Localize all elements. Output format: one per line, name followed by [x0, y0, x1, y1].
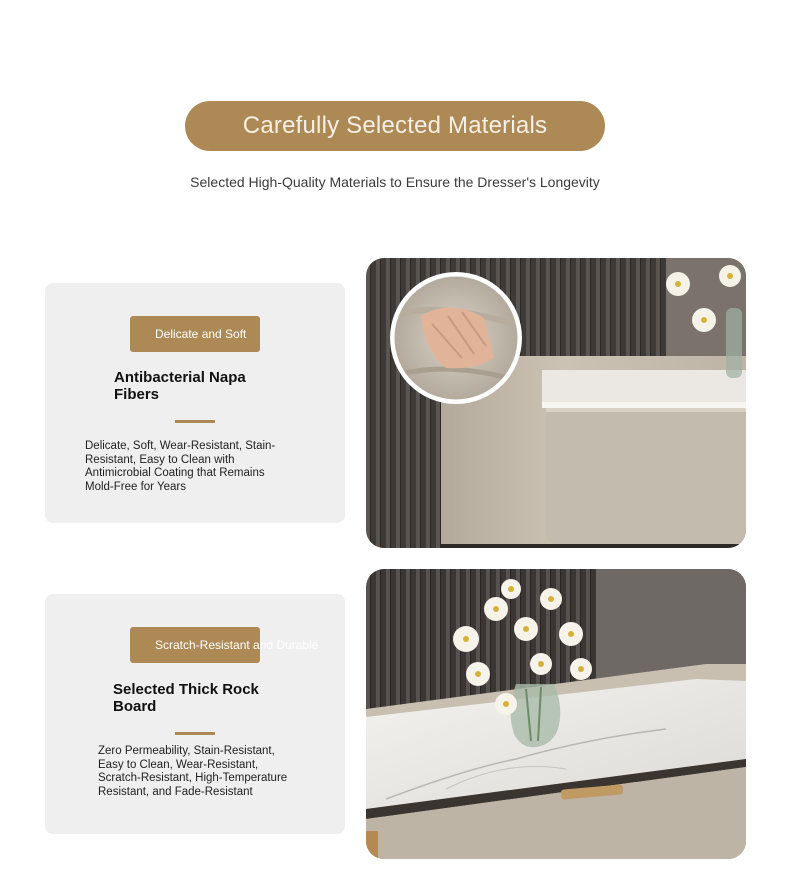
- rock-board-dresser-photo: [366, 569, 746, 859]
- feature-tag: Delicate and Soft: [130, 316, 260, 352]
- feature-heading: Antibacterial Napa Fibers: [114, 369, 246, 403]
- section-title: Carefully Selected Materials: [242, 112, 548, 139]
- accent-divider: [175, 732, 215, 735]
- leather-dresser-photo: [366, 258, 746, 548]
- feature-heading: Selected Thick Rock Board: [113, 681, 259, 715]
- section-subtitle: Selected High-Quality Materials to Ensure the Dresser's Longevity: [190, 174, 600, 190]
- feature-description: Zero Permeability, Stain-Resistant, Easy to Clean, Wear-Resistant, Scratch-Resistant, High-Temperature Resistant, and Fade-Resistant: [98, 745, 288, 798]
- section-title-pill: [185, 101, 605, 151]
- accent-divider: [175, 420, 215, 423]
- feature-description: Delicate, Soft, Wear-Resistant, Stain-Resistant, Easy to Clean with Antimicrobial Coating that Remains Mold-Free for Years: [85, 440, 276, 493]
- feature-card-napa: [45, 283, 345, 523]
- feature-tag: Scratch-Resistant and Durable: [130, 627, 260, 663]
- feature-card-rock-board: [45, 594, 345, 834]
